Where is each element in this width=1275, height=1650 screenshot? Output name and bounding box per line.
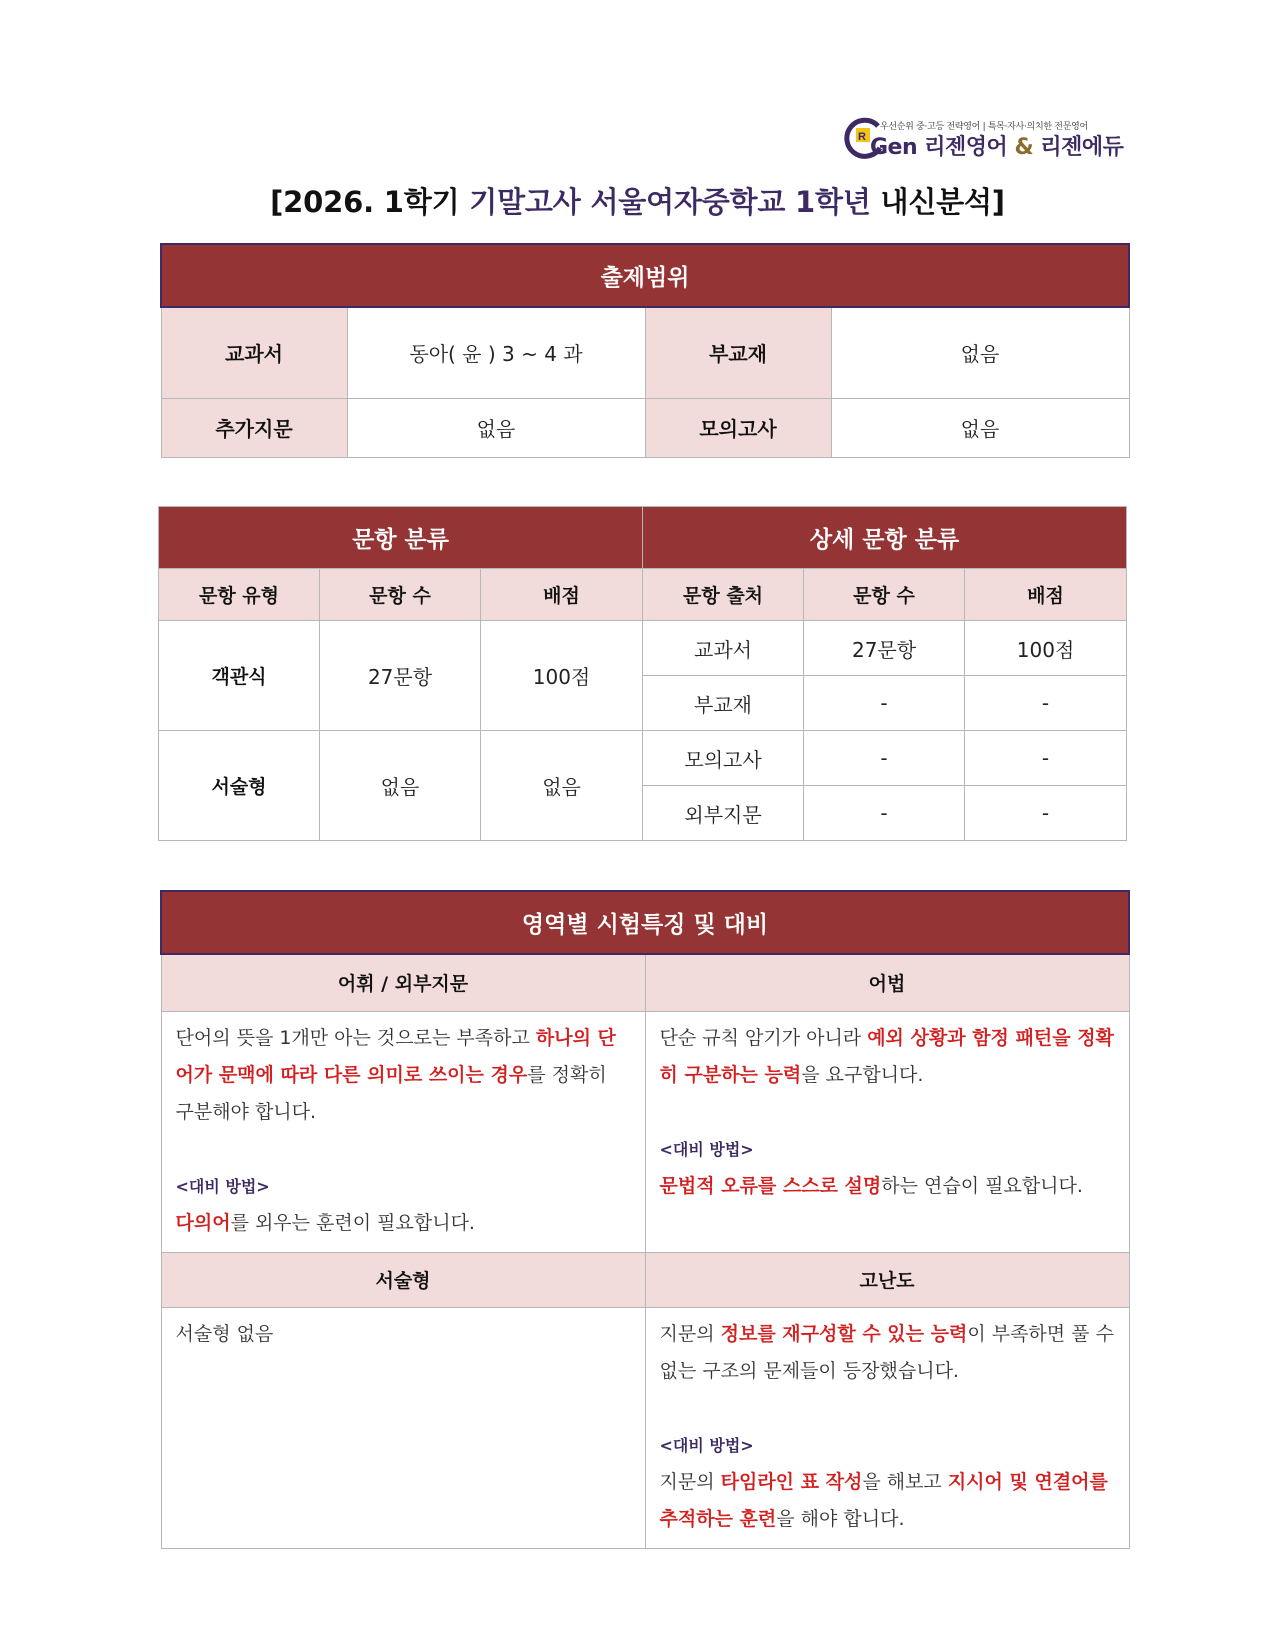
sub-material-value: 없음 [831, 307, 1129, 398]
title-part2: 기말고사 서울여자중학교 1학년 [469, 185, 871, 219]
source-textbook: 교과서 [643, 621, 804, 676]
mock-exam-value: 없음 [831, 398, 1129, 457]
vocab-text-3: 를 외우는 훈련이 필요합니다. [230, 1211, 475, 1234]
col-source-score: 배점 [965, 569, 1127, 621]
textbook-value: 동아( 윤 ) 3 ~ 4 과 [347, 307, 645, 398]
hard-plan-label: <대비 방법> [659, 1435, 754, 1455]
title-part1: [2026. 1학기 [270, 185, 470, 219]
essay-content [161, 1307, 645, 1548]
source-mock-exam-score: - [965, 731, 1127, 786]
source-sub-material-score: - [965, 676, 1127, 731]
vocab-text-2: 를 정확히 구분해야 합니다. [175, 1063, 607, 1123]
grammar-text-2: 을 요구합니다. [801, 1063, 924, 1086]
essay-text: 서술형 없음 [175, 1322, 274, 1345]
grammar-content [645, 1011, 1129, 1252]
vocab-content [161, 1011, 645, 1252]
type-essay: 서술형 [159, 731, 320, 841]
logo-brand [870, 130, 1123, 161]
objective-count: 27문항 [320, 621, 481, 731]
essay-title: 서술형 [161, 1252, 645, 1307]
hard-title: 고난도 [645, 1252, 1129, 1307]
hard-emphasis-1: 정보를 재구성할 수 있는 능력 [720, 1322, 968, 1345]
textbook-label: 교과서 [161, 307, 347, 398]
vocab-plan-label: <대비 방법> [175, 1176, 270, 1196]
company-logo [842, 112, 1122, 164]
essay-count: 없음 [320, 731, 481, 841]
classification-table [158, 506, 1127, 841]
logo-tagline: 우선순위 중·고등 전략영어 | 특목·자사·의치한 전문영어 [880, 122, 1088, 132]
logo-brand-right: 리젠에듀 [1040, 135, 1124, 160]
vocab-text-1: 단어의 뜻을 1개만 아는 것으로는 부족하고 [175, 1026, 536, 1049]
source-sub-material: 부교재 [643, 676, 804, 731]
extra-passage-label: 추가지문 [161, 398, 347, 457]
svg-text:R: R [858, 131, 866, 143]
source-external: 외부지문 [643, 786, 804, 841]
col-score: 배점 [481, 569, 643, 621]
hard-text-3: 지문의 [659, 1470, 721, 1493]
extra-passage-value: 없음 [347, 398, 645, 457]
logo-brand-left: Gen 리젠영어 [870, 135, 1008, 160]
objective-score: 100점 [481, 621, 643, 731]
scope-header: 출제범위 [161, 244, 1129, 307]
col-type: 문항 유형 [159, 569, 320, 621]
hard-text-5: 을 해야 합니다. [776, 1507, 905, 1530]
hard-content [645, 1307, 1129, 1548]
mock-exam-label: 모의고사 [645, 398, 831, 457]
grammar-text-1: 단순 규칙 암기가 아니라 [659, 1026, 868, 1049]
classification-header: 문항 분류 [159, 507, 643, 569]
vocab-emphasis-1: 하나의 단어가 문맥에 따라 다른 의미로 쓰이는 경우 [175, 1026, 616, 1086]
hard-text-2: 이 부족하면 풀 수 없는 구조의 문제들이 등장했습니다. [659, 1322, 1114, 1382]
hard-text-4: 을 해보고 [862, 1470, 948, 1493]
source-external-count: - [804, 786, 965, 841]
vocab-emphasis-2: 다의어 [175, 1211, 231, 1234]
features-header: 영역별 시험특징 및 대비 [161, 891, 1129, 954]
source-mock-exam-count: - [804, 731, 965, 786]
source-mock-exam: 모의고사 [643, 731, 804, 786]
source-textbook-score: 100점 [965, 621, 1127, 676]
col-source-count: 문항 수 [804, 569, 965, 621]
grammar-text-3: 하는 연습이 필요합니다. [881, 1174, 1083, 1197]
source-external-score: - [965, 786, 1127, 841]
hard-emphasis-2: 타임라인 표 작성 [720, 1470, 863, 1493]
type-objective: 객관식 [159, 621, 320, 731]
grammar-title: 어법 [645, 954, 1129, 1011]
title-part3: 내신분석] [870, 185, 1005, 219]
source-textbook-count: 27문항 [804, 621, 965, 676]
grammar-emphasis-2: 문법적 오류를 스스로 설명 [659, 1174, 882, 1197]
hard-emphasis-3: 지시어 및 연결어를 추적하는 훈련 [659, 1470, 1108, 1530]
grammar-emphasis-1: 예외 상황과 함정 패턴을 정확히 구분하는 능력 [659, 1026, 1114, 1086]
col-source: 문항 출처 [643, 569, 804, 621]
vocab-title: 어휘 / 외부지문 [161, 954, 645, 1011]
detail-classification-header: 상세 문항 분류 [643, 507, 1127, 569]
sub-material-label: 부교재 [645, 307, 831, 398]
essay-score: 없음 [481, 731, 643, 841]
hard-text-1: 지문의 [659, 1322, 721, 1345]
col-count: 문항 수 [320, 569, 481, 621]
logo-amp: & [1014, 135, 1034, 160]
features-table [160, 890, 1130, 1549]
scope-table [160, 243, 1130, 458]
page-title [0, 180, 1275, 221]
source-sub-material-count: - [804, 676, 965, 731]
grammar-plan-label: <대비 방법> [659, 1139, 754, 1159]
